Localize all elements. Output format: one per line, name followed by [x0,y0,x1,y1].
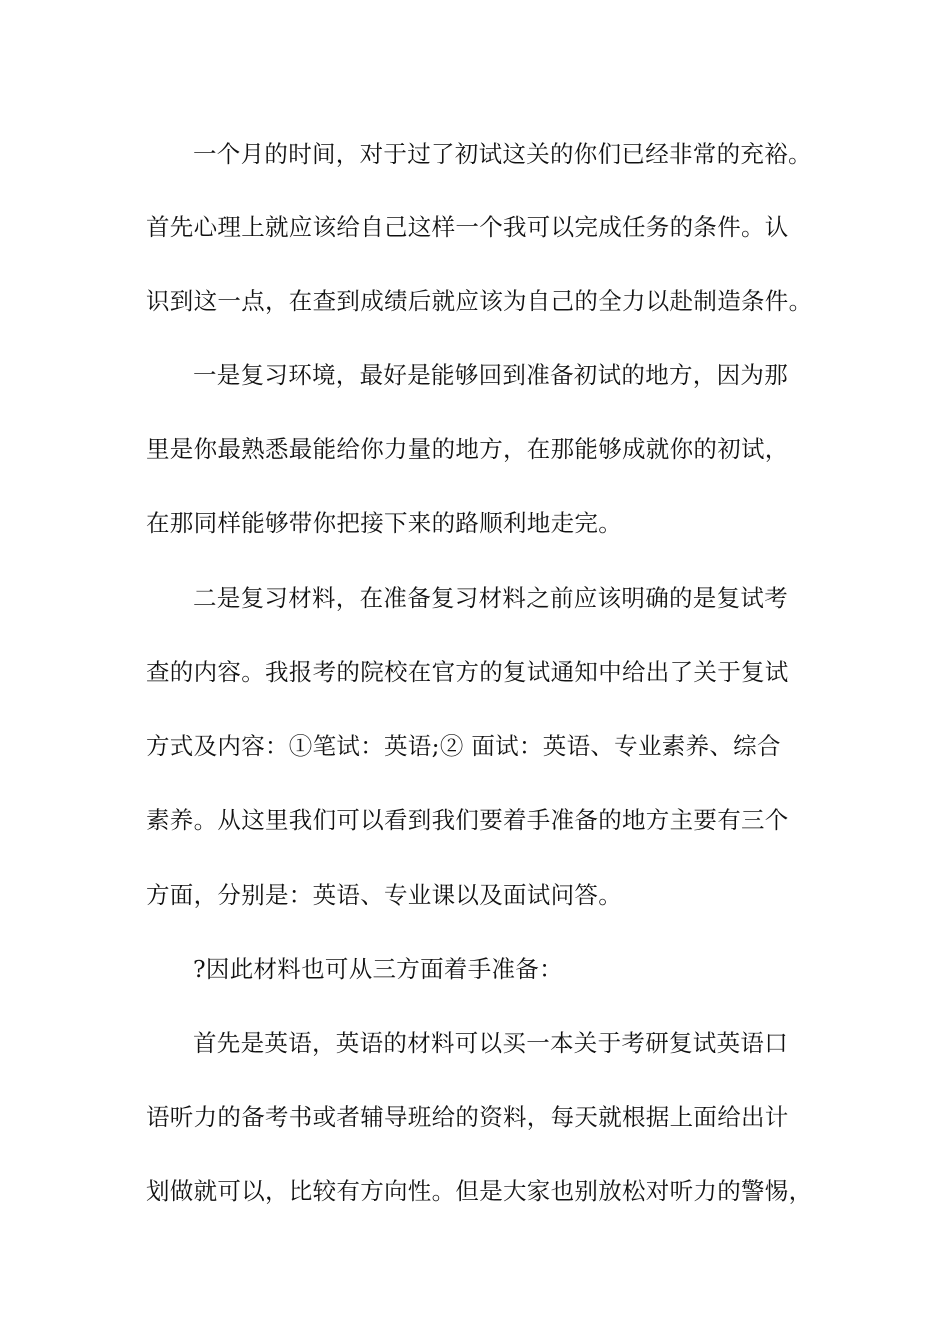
paragraph-3-line-2: 查的内容。我报考的院校在官方的复试通知中给出了关于复试 [146,658,789,686]
paragraph-1-line-2: 首先心理上就应该给自己这样一个我可以完成任务的条件。认 [146,213,789,241]
paragraph-2-line-1: 一是复习环境，最好是能够回到准备初试的地方，因为那 [193,361,788,389]
paragraph-5-line-1: 首先是英语，英语的材料可以买一本关于考研复试英语口 [193,1029,788,1057]
paragraph-2-line-3: 在那同样能够带你把接下来的路顺利地走完。 [146,509,622,537]
paragraph-1-line-3: 识到这一点，在查到成绩后就应该为自己的全力以赴制造条件。 [146,287,813,315]
paragraph-5-line-3: 划做就可以，比较有方向性。但是大家也别放松对听力的警惕， [146,1177,813,1205]
paragraph-3-line-5: 方面，分别是：英语、专业课以及面试问答。 [146,881,622,909]
paragraph-5-line-2: 语听力的备考书或者辅导班给的资料，每天就根据上面给出计 [146,1103,789,1131]
paragraph-4-line-1: ?因此材料也可从三方面着手准备： [193,955,563,983]
paragraph-3-line-4: 素养。从这里我们可以看到我们要着手准备的地方主要有三个 [146,806,789,834]
paragraph-1-line-1: 一个月的时间，对于过了初试这关的你们已经非常的充裕。 [193,140,812,168]
paragraph-3-line-3: 方式及内容：①笔试：英语;② 面试：英语、专业素养、综合 [146,732,781,760]
paragraph-2-line-2: 里是你最熟悉最能给你力量的地方，在那能够成就你的初试， [146,435,789,463]
paragraph-3-line-1: 二是复习材料，在准备复习材料之前应该明确的是复试考 [193,584,788,612]
